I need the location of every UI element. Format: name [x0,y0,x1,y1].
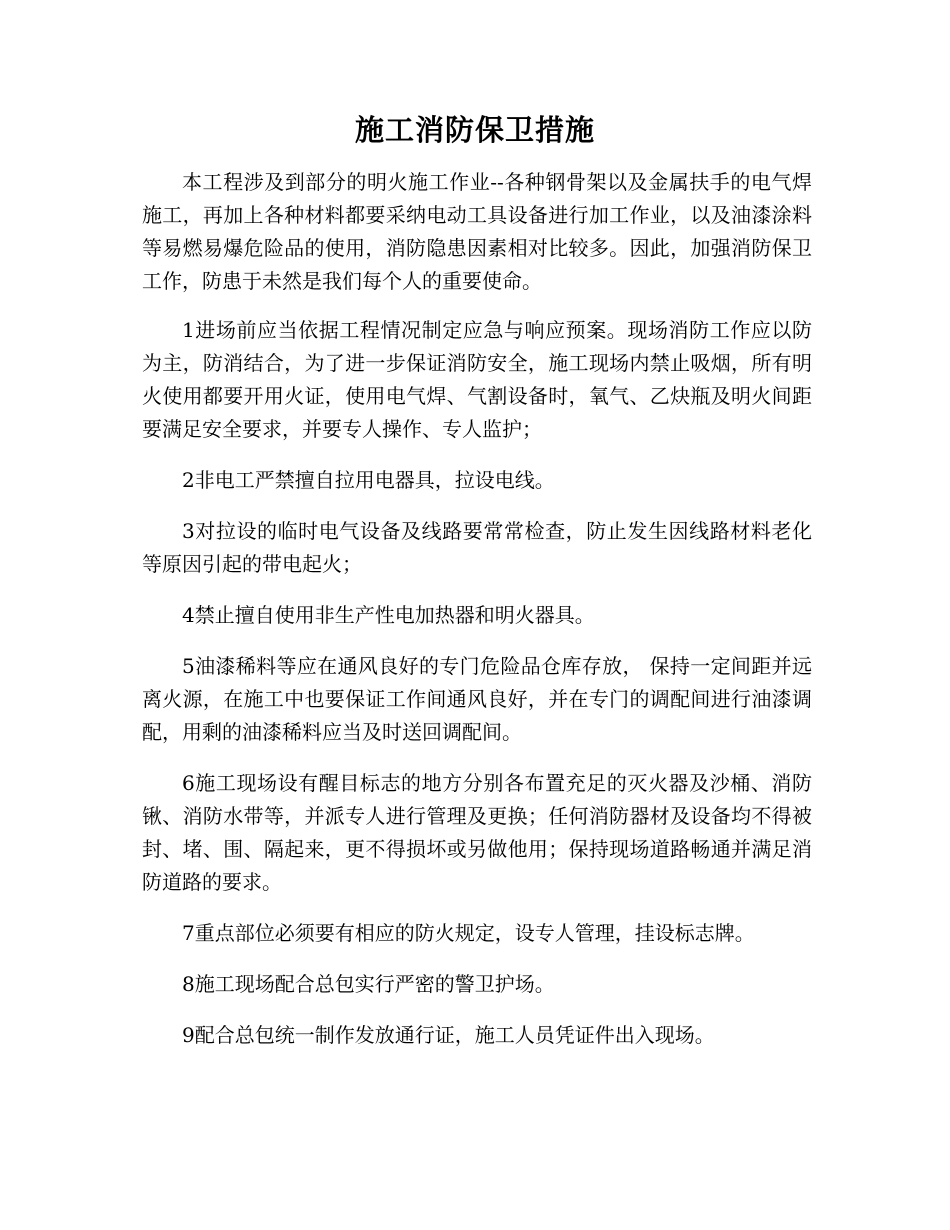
measure-paragraph-9: 9配合总包统一制作发放通行证，施工人员凭证件出入现场。 [182,1023,715,1047]
measure-paragraph-5: 5油漆稀料等应在通风良好的专门危险品仓库存放， 保持一定间距并远离火源，在施工中也要保证工作间通风良好，并在专门的调配间进行油漆调配，用剩的油漆稀料应当及时送回调配间。 [142,654,812,744]
measure-paragraph-7: 7重点部位必须要有相应的防火规定，设专人管理，挂设标志牌。 [182,921,755,945]
intro-paragraph: 本工程涉及到部分的明火施工作业--各种钢骨架以及金属扶手的电气焊施工，再加上各种材料都要采纳电动工具设备进行加工作业，以及油漆涂料等易燃易爆危险品的使用，消防隐患因素相对比较多。因此，加强消防保卫工作，防患于未然是我们每个人的重要使命。 [142,170,812,293]
document-title: 施工消防保卫措施 [354,113,595,147]
measure-paragraph-3: 3对拉设的临时电气设备及线路要常常检查，防止发生因线路材料老化等原因引起的带电起火； [142,519,812,576]
measure-paragraph-8: 8施工现场配合总包实行严密的警卫护场。 [182,972,555,996]
measure-paragraph-2: 2非电工严禁擅自拉用电器具，拉设电线。 [182,468,555,492]
measure-paragraph-4: 4禁止擅自使用非生产性电加热器和明火器具。 [182,603,595,627]
measure-paragraph-6: 6施工现场设有醒目标志的地方分别各布置充足的灭火器及沙桶、消防锹、消防水带等，并派专人进行管理及更换；任何消防器材及设备均不得被封、堵、围、隔起来，更不得损坏或另做他用；保持现场道路畅通并满足消防道路的要求。 [142,771,812,894]
document-body [142,166,812,1070]
measure-paragraph-1: 1进场前应当依据工程情况制定应急与响应预案。现场消防工作应以防为主，防消结合，为了进一步保证消防安全，施工现场内禁止吸烟，所有明火使用都要开用火证，使用电气焊、气割设备时，氧气、乙炔瓶及明火间距要满足安全要求，并要专人操作、专人监护； [142,318,812,441]
